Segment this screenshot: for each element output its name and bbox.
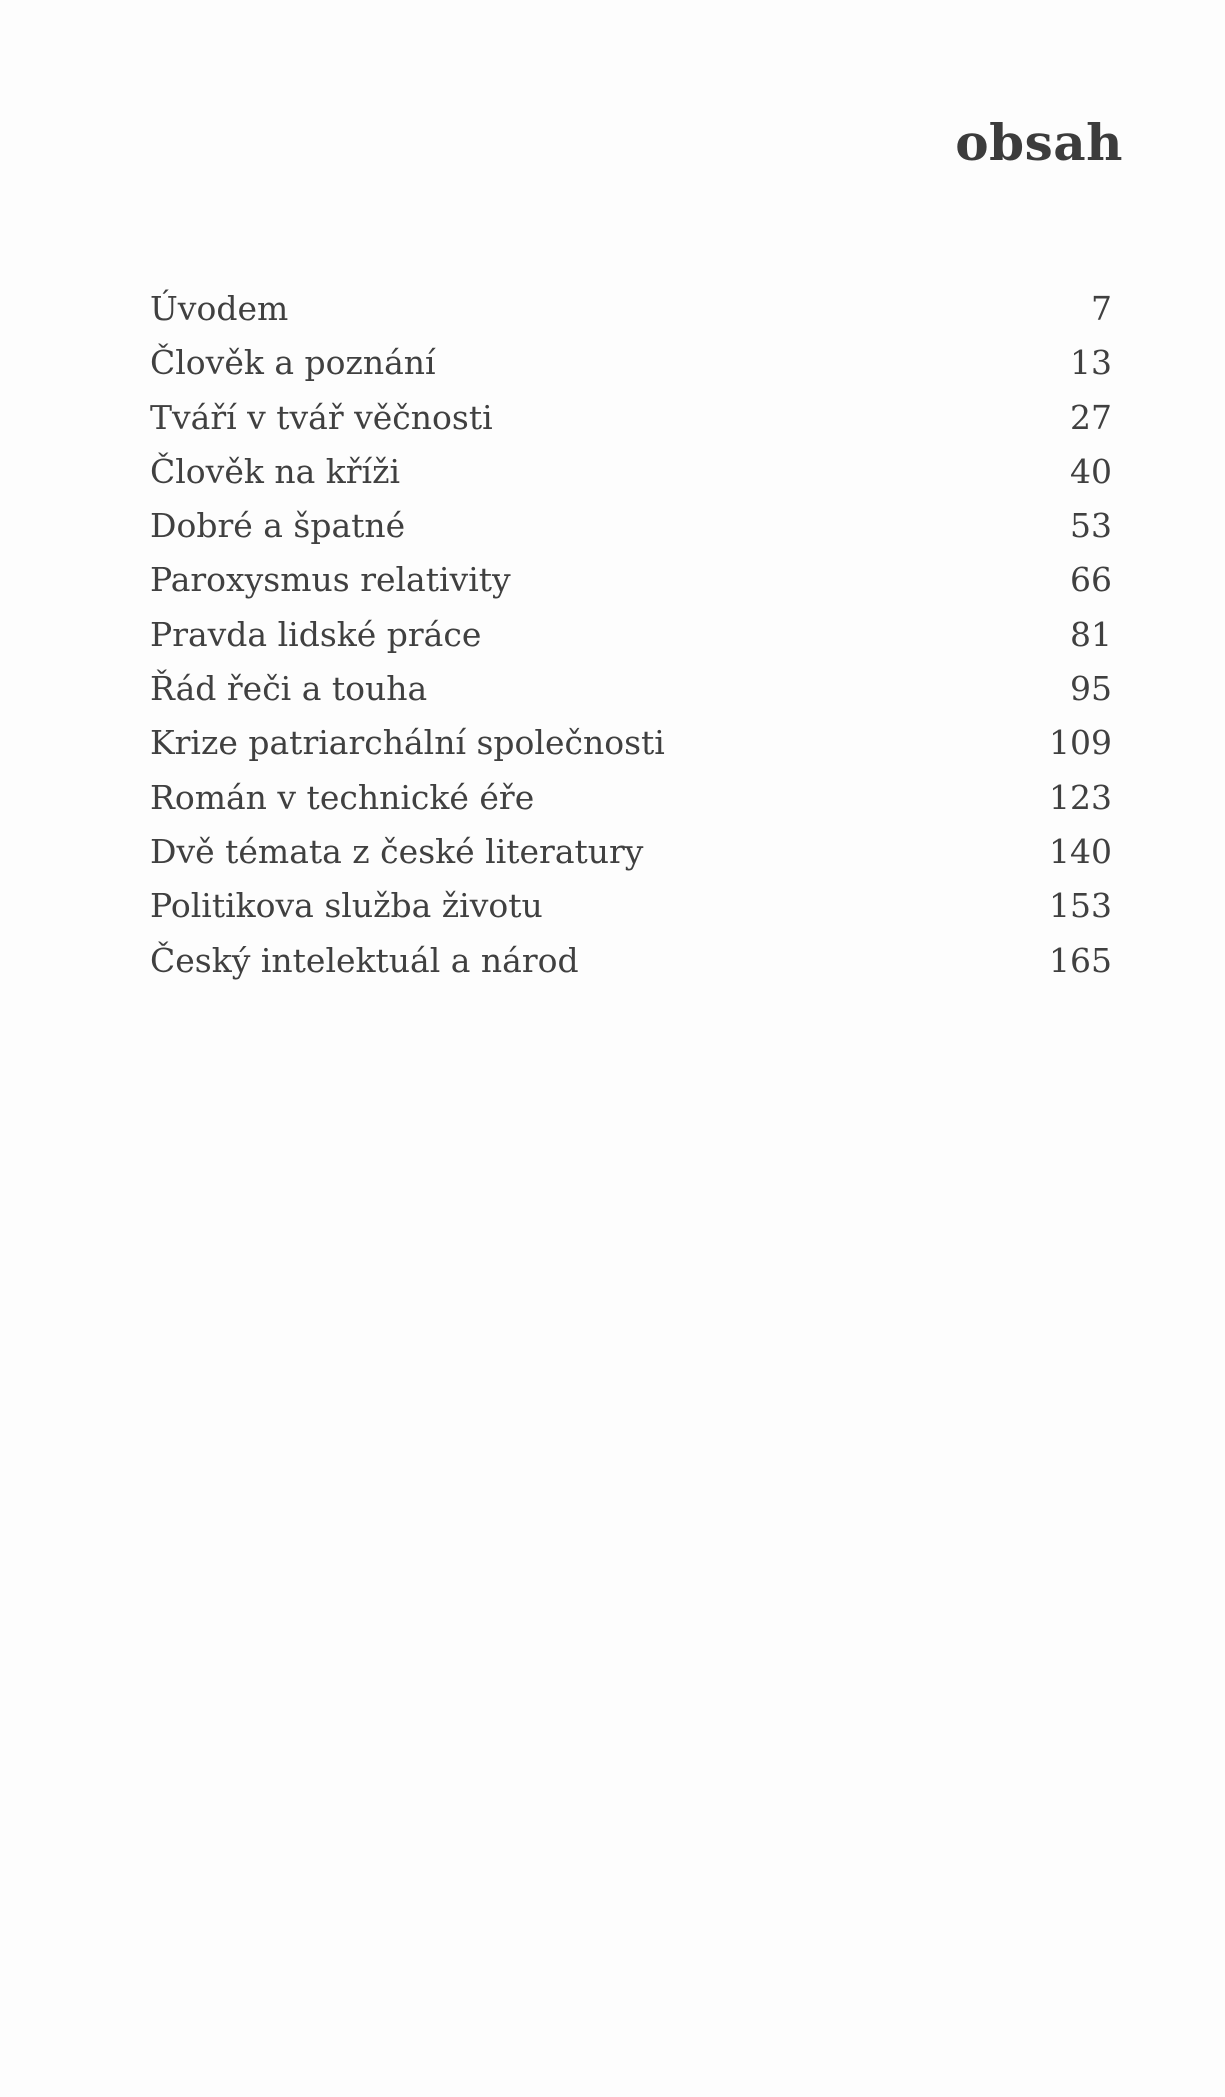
toc-entry bbox=[150, 282, 1112, 336]
toc-entry-title: Člověk na kříži bbox=[150, 451, 401, 491]
toc-entry bbox=[150, 771, 1112, 825]
toc-entry-page: 109 bbox=[1049, 723, 1112, 763]
toc-entry bbox=[150, 716, 1112, 770]
toc-entry-page: 140 bbox=[1049, 831, 1112, 871]
toc-entry bbox=[150, 391, 1112, 445]
toc-entry bbox=[150, 336, 1112, 390]
toc-entry bbox=[150, 825, 1112, 879]
table-of-contents bbox=[150, 282, 1112, 988]
toc-entry-title: Člověk a poznání bbox=[150, 343, 436, 383]
toc-entry bbox=[150, 445, 1112, 499]
toc-entry-page: 95 bbox=[1070, 669, 1112, 709]
toc-entry-title: Tváří v tvář věčnosti bbox=[150, 397, 493, 437]
toc-entry-title: Krize patriarchální společnosti bbox=[150, 723, 665, 763]
toc-entry bbox=[150, 499, 1112, 553]
toc-entry-title: Řád řeči a touha bbox=[150, 669, 428, 709]
toc-entry bbox=[150, 879, 1112, 933]
toc-entry bbox=[150, 934, 1112, 988]
toc-entry-page: 153 bbox=[1049, 886, 1112, 926]
toc-entry-title: Politikova služba životu bbox=[150, 886, 543, 926]
toc-entry bbox=[150, 662, 1112, 716]
toc-entry-page: 53 bbox=[1070, 506, 1112, 546]
toc-entry-title: Úvodem bbox=[150, 289, 289, 328]
toc-entry-page: 13 bbox=[1070, 343, 1112, 383]
toc-entry bbox=[150, 553, 1112, 607]
toc-entry-title: Dvě témata z české literatury bbox=[150, 831, 644, 871]
toc-entry-page: 81 bbox=[1070, 614, 1112, 654]
toc-entry-title: Paroxysmus relativity bbox=[150, 560, 511, 600]
toc-entry-page: 27 bbox=[1070, 397, 1112, 437]
toc-entry-title: Český intelektuál a národ bbox=[150, 940, 579, 980]
toc-entry-title: Pravda lidské práce bbox=[150, 614, 482, 654]
toc-entry-title: Dobré a špatné bbox=[150, 506, 406, 546]
toc-entry-page: 165 bbox=[1049, 940, 1112, 980]
toc-entry bbox=[150, 608, 1112, 662]
page-title: obsah bbox=[955, 113, 1123, 172]
toc-entry-page: 7 bbox=[1091, 289, 1112, 328]
toc-entry-page: 40 bbox=[1070, 451, 1112, 491]
toc-entry-page: 123 bbox=[1049, 777, 1112, 817]
toc-entry-title: Román v technické éře bbox=[150, 777, 535, 817]
toc-entry-page: 66 bbox=[1070, 560, 1112, 600]
